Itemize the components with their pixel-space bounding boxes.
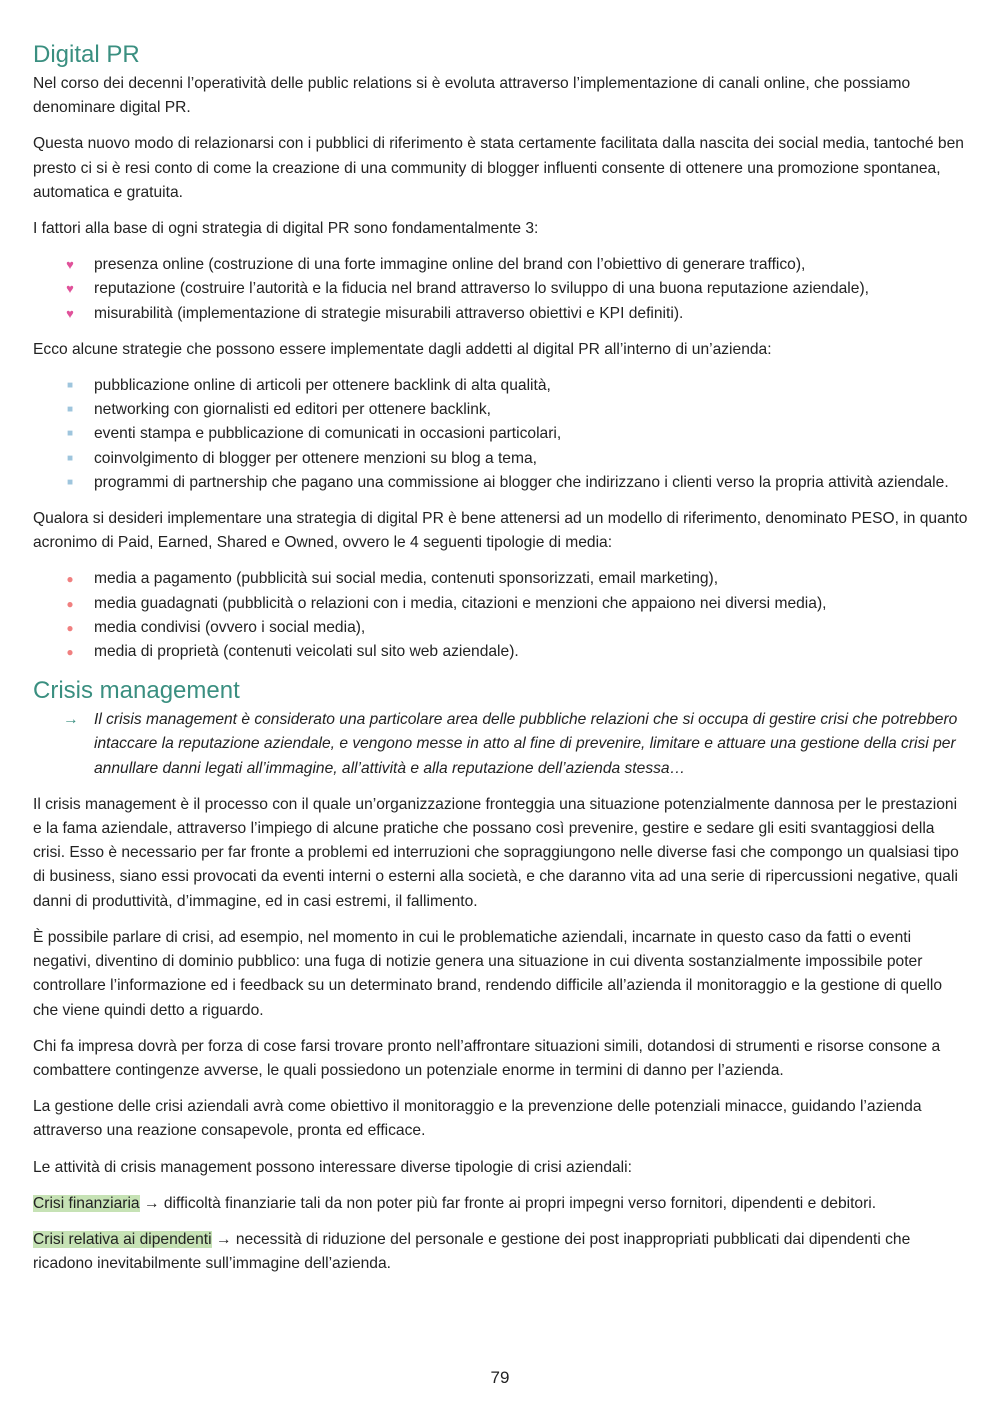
paragraph: I fattori alla base di ogni strategia di digital PR sono fondamentalmente 3:	[33, 220, 539, 238]
heart-icon: ♥	[66, 257, 74, 273]
list-item: ■ networking con giornalisti ed editori per ottenere backlink,	[33, 398, 968, 422]
section-title-crisis-management: Crisis management	[33, 677, 240, 705]
list-item: ♥ presenza online (costruzione di una forte immagine online del brand con l’obiettivo di generare traffico),	[33, 253, 968, 277]
heart-icon: ♥	[66, 281, 74, 297]
paragraph: Chi fa impresa dovrà per forza di cose farsi trovare pronto nell’affrontare situazioni simili, dotandosi di strumenti e risorse consone a combattere contingenze avverse, le quali possiedono un potenziale enorme in termini di danno per l’azienda.	[33, 1037, 941, 1079]
paragraph: Qualora si desideri implementare una strategia di digital PR è bene attenersi ad un modello di riferimento, denominato PESO, in quanto acronimo di Paid, Earned, Shared e Owned, ovvero le 4 seguenti tipologie di media:	[33, 510, 968, 552]
paragraph: Nel corso dei decenni l’operatività delle public relations si è evoluta attraverso l’implementazione di canali online, che possiamo denominare digital PR.	[33, 75, 911, 117]
quote-text: Il crisis management è considerato una particolare area delle pubbliche relazioni che si occupa di gestire crisi che potrebbero intaccare la reputazione aziendale, e vengono messe in atto al fine di prevenire, limitare e attuare una gestione della crisi per annullare danni legati all’immagine, all’attività e alla reputazione dell’azienda stessa…	[94, 711, 958, 777]
highlighted-term: Crisi finanziaria	[33, 1194, 140, 1212]
strategies-list	[33, 374, 968, 495]
square-icon: ■	[66, 380, 74, 392]
list-item: ■ coinvolgimento di blogger per ottenere menzioni su blog a tema,	[33, 447, 968, 471]
square-icon: ■	[66, 428, 74, 440]
factors-list	[33, 253, 968, 326]
list-item: ● media guadagnati (pubblicità o relazioni con i media, citazioni e menzioni che appaiono nei diversi media),	[33, 592, 968, 616]
paragraph: Questa nuovo modo di relazionarsi con i pubblici di riferimento è stata certamente facilitata dalla nascita dei social media, tantoché ben presto ci si è resi conto di come la creazione di una community di blogger influenti consente di ottenere una promozione spontanea, automatica e gratuita.	[33, 135, 964, 201]
paragraph: Ecco alcune strategie che possono essere implementate dagli addetti al digital PR all’interno di un’azienda:	[33, 340, 772, 358]
paragraph: Il crisis management è il processo con il quale un’organizzazione fronteggia una situazione potenzialmente dannosa per le prestazioni e la fama aziendale, attraverso l’impiego di alcune pratiche che possano così prevenire, gestire e sedare gli esiti svantaggiosi della crisi. Esso è necessario per far fronte a problemi ed interruzioni che sopraggiungono nelle diverse fasi che compongo un qualsiasi tipo di business, siano essi provocati da eventi interni o esterni alla società, e che daranno vita ad una serie di ripercussioni negative, quali danni di produttività, d’immagine, ed in casi estremi, il fallimento.	[33, 795, 959, 910]
paragraph: La gestione delle crisi aziendali avrà come obiettivo il monitoraggio e la prevenzione delle potenziali minacce, guidando l’azienda attraverso una reazione consapevole, pronta ed efficace.	[33, 1098, 922, 1140]
crisis-item-financial: Crisi finanziaria → difficoltà finanziarie tali da non poter più far fronte ai propri impegni verso fornitori, dipendenti e debitori.	[33, 1194, 877, 1212]
document-page	[33, 40, 968, 1288]
list-item: ● media condivisi (ovvero i social media),	[33, 616, 968, 640]
dot-icon: ●	[66, 620, 74, 635]
list-item: ● media di proprietà (contenuti veicolati sul sito web aziendale).	[33, 640, 968, 664]
dot-icon: ●	[66, 572, 74, 587]
arrow-right-icon: →	[63, 711, 79, 729]
list-item: ● media a pagamento (pubblicità sui social media, contenuti sponsorizzati, email marketing),	[33, 567, 968, 591]
square-icon: ■	[66, 476, 74, 488]
heart-icon: ♥	[66, 305, 74, 321]
section-title-digital-pr: Digital PR	[33, 41, 140, 68]
paragraph: È possibile parlare di crisi, ad esempio, nel momento in cui le problematiche aziendali, incarnate in questo caso da fatti o eventi negativi, diventino di dominio pubblico: una fuga di notizie genera una situazione in cui diventa sostanzialmente impossibile poter controllare l’informazione ed i feedback su un determinato brand, rendendo difficile all’azienda il monitoraggio e la gestione di quello che viene quindi detto a riguardo.	[33, 928, 943, 1019]
media-list	[33, 567, 968, 664]
list-item: ■ pubblicazione online di articoli per ottenere backlink di alta qualità,	[33, 374, 968, 398]
paragraph: Le attività di crisis management possono interessare diverse tipologie di crisi aziendali:	[33, 1158, 632, 1176]
list-item: ♥ reputazione (costruire l’autorità e la fiducia nel brand attraverso lo sviluppo di una buona reputazione aziendale),	[33, 277, 968, 301]
page-number: 79	[490, 1368, 510, 1387]
dot-icon: ●	[66, 596, 74, 611]
crisis-item-employees: Crisi relativa ai dipendenti → necessità di riduzione del personale e gestione dei post inappropriati pubblicati dai dipendenti che ricadono inevitabilmente sull’immagine dell’azienda.	[33, 1230, 911, 1273]
definition-quote	[33, 708, 968, 781]
list-item: ■ programmi di partnership che pagano una commissione ai blogger che indirizzano i clienti verso la propria attività aziendale.	[33, 471, 968, 495]
dot-icon: ●	[66, 645, 74, 660]
highlighted-term: Crisi relativa ai dipendenti	[33, 1230, 212, 1248]
list-item: ♥ misurabilità (implementazione di strategie misurabili attraverso obiettivi e KPI definiti).	[33, 302, 968, 326]
list-item: ■ eventi stampa e pubblicazione di comunicati in occasioni particolari,	[33, 422, 968, 446]
square-icon: ■	[66, 404, 74, 416]
square-icon: ■	[66, 452, 74, 464]
